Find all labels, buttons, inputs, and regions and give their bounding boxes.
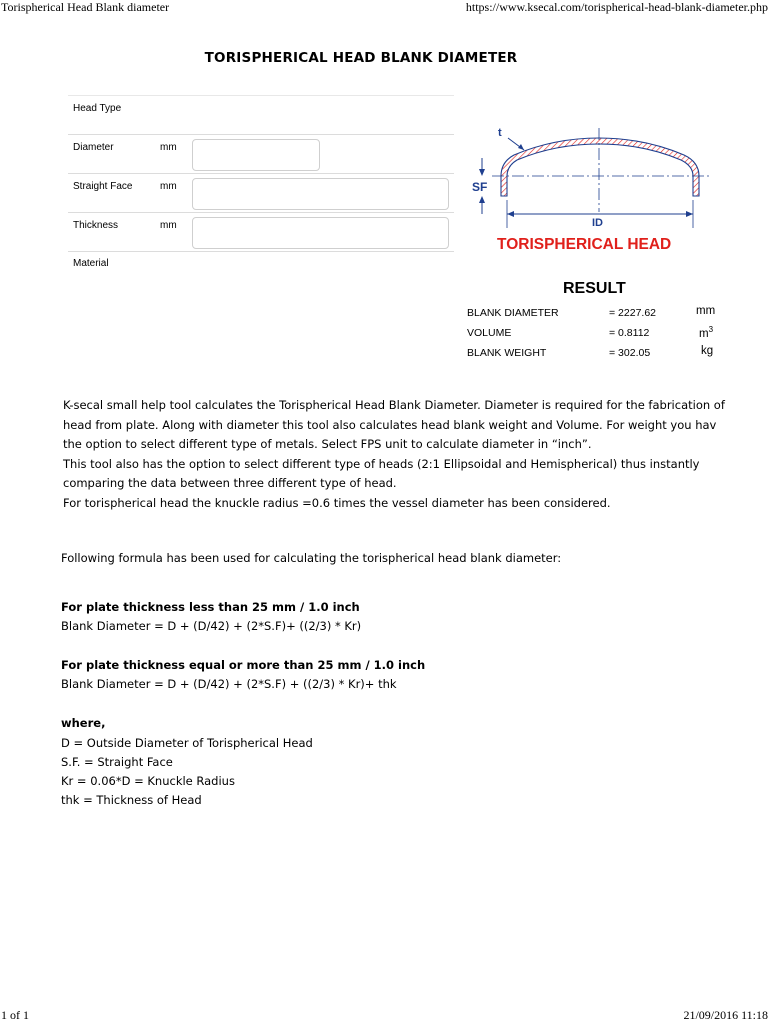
thickness-unit: mm	[160, 220, 177, 231]
diameter-unit: mm	[160, 142, 177, 153]
input-form	[68, 95, 454, 276]
diameter-row	[68, 134, 454, 173]
straight-face-row	[68, 173, 454, 212]
sf-label: SF	[472, 180, 488, 194]
diameter-label: Diameter	[73, 142, 114, 153]
material-row	[68, 251, 454, 276]
head-type-row	[68, 95, 454, 134]
print-datetime: 21/09/2016 11:18	[683, 1008, 768, 1022]
page-tab-title: Torispherical Head Blank diameter	[1, 0, 170, 14]
result-unit	[699, 325, 713, 340]
result-label: VOLUME	[467, 327, 512, 339]
result-row-blank-weight	[467, 347, 727, 363]
result-title: RESULT	[563, 280, 626, 297]
definition-item: Kr = 0.06*D = Knuckle Radius	[61, 774, 235, 788]
description-paragraph	[63, 396, 763, 513]
material-label: Material	[73, 258, 109, 269]
head-type-label: Head Type	[73, 103, 122, 114]
description-line: comparing the data between three different type of head.	[63, 476, 397, 490]
description-line: the option to select different type of metals. Select FPS unit to calculate diameter in “inch”.	[63, 437, 592, 451]
thickness-input[interactable]	[192, 217, 449, 249]
result-label: BLANK WEIGHT	[467, 347, 547, 359]
result-row-volume	[467, 327, 727, 343]
volume-unit-exponent: 3	[708, 325, 714, 334]
straight-face-label: Straight Face	[73, 181, 133, 192]
result-row-blank-diameter	[467, 307, 727, 323]
head-drawing	[468, 124, 718, 258]
definition-item: D = Outside Diameter of Torispherical Head	[61, 736, 313, 750]
case2-formula: Blank Diameter = D + (D/42) + (2*S.F) + ((2/3) * Kr)+ thk	[61, 677, 397, 691]
page-url: https://www.ksecal.com/torispherical-head-blank-diameter.php	[465, 0, 768, 14]
formula-intro: Following formula has been used for calculating the torispherical head blank diameter:	[61, 551, 562, 565]
where-heading: where,	[61, 716, 106, 730]
print-footer	[0, 1008, 768, 1024]
definition-item: thk = Thickness of Head	[61, 793, 202, 807]
result-label: BLANK DIAMETER	[467, 307, 559, 319]
result-unit: kg	[701, 345, 714, 357]
head-wall	[501, 138, 699, 196]
result-unit: mm	[696, 305, 716, 317]
description-line: For torispherical head the knuckle radius =0.6 times the vessel diameter has been considered.	[63, 495, 611, 510]
description-line: This tool also has the option to select different type of heads (2:1 Ellipsoidal and Hemispherical) thus instantly	[63, 456, 700, 471]
definition-item: S.F. = Straight Face	[61, 755, 173, 769]
result-value: = 2227.62	[609, 307, 657, 319]
thickness-label: Thickness	[73, 220, 119, 231]
straight-face-unit: mm	[160, 181, 177, 192]
case2-heading: For plate thickness equal or more than 25 mm / 1.0 inch	[61, 658, 426, 672]
case1-heading: For plate thickness less than 25 mm / 1.0 inch	[61, 600, 360, 614]
case1-formula: Blank Diameter = D + (D/42) + (2*S.F)+ ((2/3) * Kr)	[61, 619, 362, 633]
result-value: = 0.8112	[609, 327, 650, 339]
result-value: = 302.05	[609, 347, 651, 359]
volume-unit-base: m	[699, 327, 709, 340]
straight-face-input[interactable]	[192, 178, 449, 210]
description-line: head from plate. Along with diameter this tool also calculates head blank weight and Volume. For weight you hav	[63, 417, 717, 432]
t-label: t	[498, 127, 502, 139]
diameter-input[interactable]	[192, 139, 320, 171]
torispherical-head-diagram	[468, 124, 718, 258]
id-label: ID	[592, 217, 603, 229]
description-line: K-secal small help tool calculates the Torispherical Head Blank Diameter. Diameter is required for the fabrication of	[63, 398, 725, 412]
print-header	[0, 0, 768, 16]
page-title: TORISPHERICAL HEAD BLANK DIAMETER	[204, 50, 518, 66]
page-count: 1 of 1	[1, 1008, 29, 1022]
thickness-row	[68, 212, 454, 251]
diagram-caption: TORISPHERICAL HEAD	[497, 236, 672, 253]
